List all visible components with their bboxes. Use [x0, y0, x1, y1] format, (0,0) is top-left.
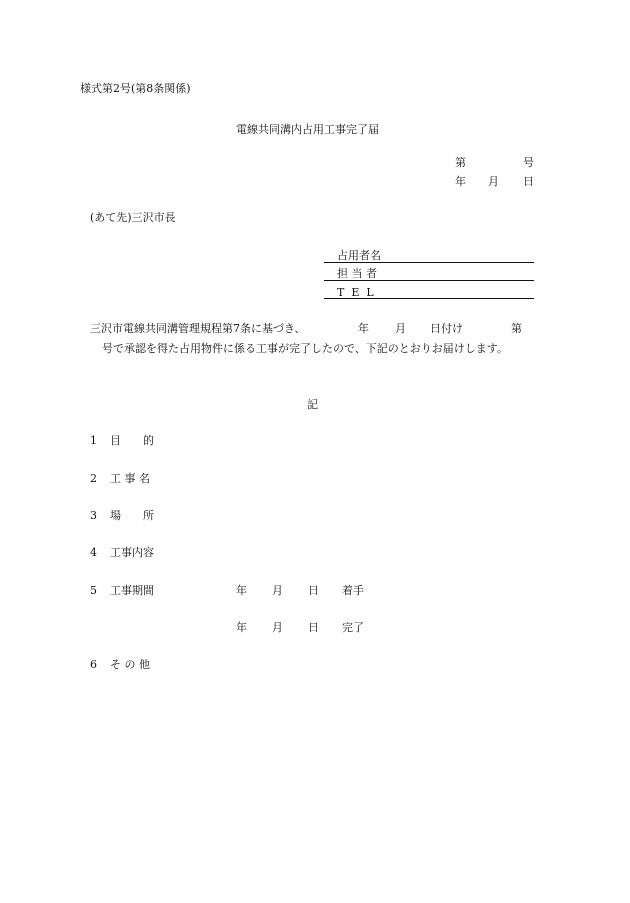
ki-heading: 記: [307, 398, 318, 411]
document-title: 電線共同溝内占用工事完了届: [236, 123, 379, 136]
addressee: (あて先)三沢市長: [90, 211, 176, 224]
doc-number-dai: 第: [455, 156, 466, 169]
period-end-nen: 年: [236, 621, 247, 634]
item-label: 場 所: [110, 509, 154, 522]
doc-date-gatsu: 月: [488, 175, 499, 188]
body-date-suffix: 日付け: [430, 322, 463, 335]
doc-date-nichi: 日: [523, 175, 534, 188]
occupant-underline: [324, 262, 534, 263]
item-number: 3: [90, 509, 97, 522]
period-end-gatsu: 月: [272, 621, 283, 634]
item-label: 工事内容: [110, 546, 154, 559]
period-start-suffix: 着手: [342, 584, 364, 597]
item-label: 目 的: [110, 434, 154, 447]
body-nen: 年: [358, 322, 369, 335]
period-start-gatsu: 月: [272, 584, 283, 597]
item-number: 6: [90, 658, 97, 671]
item-label: そ の 他: [110, 658, 150, 671]
person-underline: [324, 280, 534, 281]
doc-date-nen: 年: [455, 175, 466, 188]
period-end-nichi: 日: [308, 621, 319, 634]
item-number: 1: [90, 434, 97, 447]
period-start-nen: 年: [236, 584, 247, 597]
item-label: 工 事 名: [110, 472, 150, 485]
item-label: 工事期間: [110, 584, 154, 597]
form-number: 様式第2号(第8条関係): [80, 82, 191, 95]
body-line1-start: 三沢市電線共同溝管理規程第7条に基づき、: [90, 322, 306, 335]
period-start-nichi: 日: [308, 584, 319, 597]
occupant-label: 占用者名: [337, 249, 381, 262]
item-number: 2: [90, 472, 97, 485]
body-line2: 号で承認を得た占用物件に係る工事が完了したので、下記のとおりお届けします。: [102, 342, 508, 355]
tel-label: T E L: [337, 286, 374, 299]
doc-number-go: 号: [523, 156, 534, 169]
item-number: 5: [90, 584, 97, 597]
body-gatsu: 月: [395, 322, 406, 335]
period-end-suffix: 完了: [342, 621, 364, 634]
body-dai: 第: [511, 322, 522, 335]
person-label: 担 当 者: [337, 267, 377, 280]
tel-underline: [324, 298, 534, 299]
item-number: 4: [90, 546, 97, 559]
